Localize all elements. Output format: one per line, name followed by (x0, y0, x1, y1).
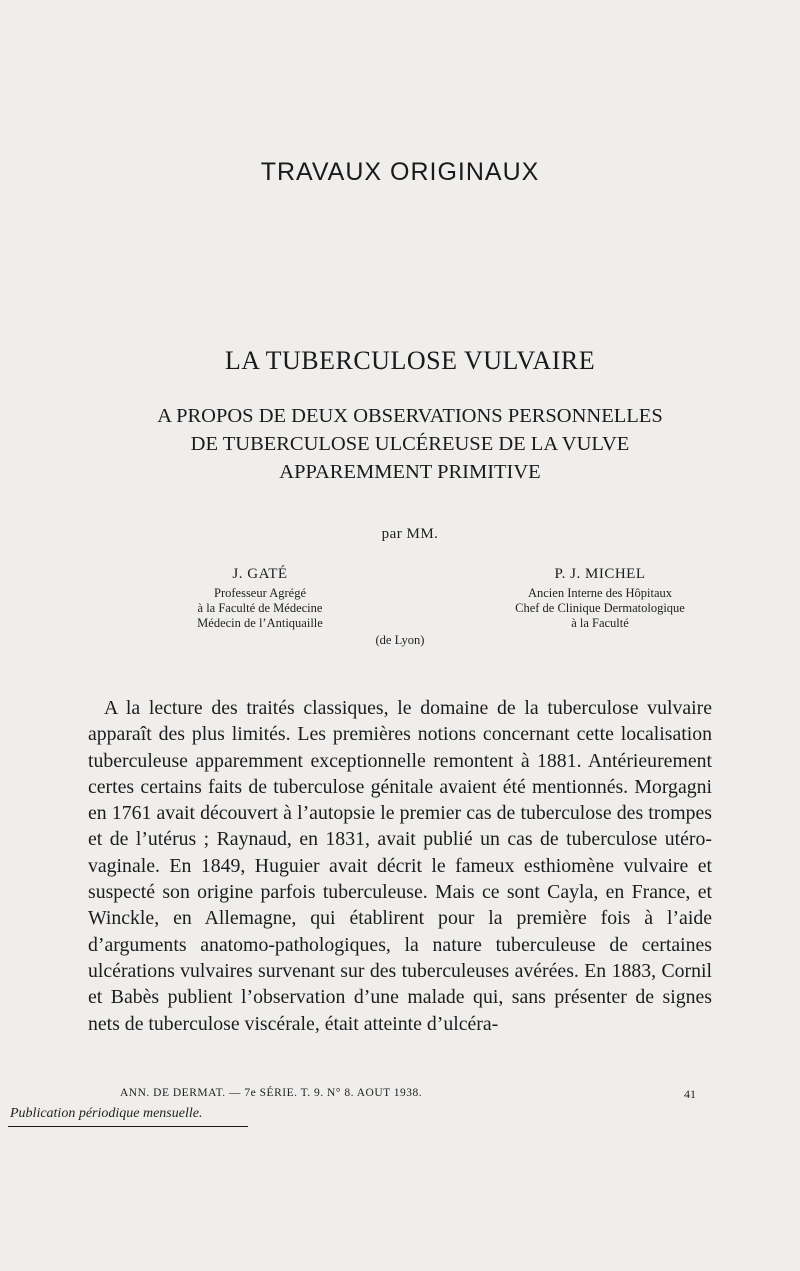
author-name: J. GATÉ (232, 566, 288, 582)
author-title: à la Faculté (571, 616, 629, 630)
page-number: 41 (684, 1087, 696, 1101)
author-gate (140, 567, 380, 631)
author-name: P. J. MICHEL (554, 566, 646, 582)
article-subtitle (90, 402, 730, 486)
author-title: Ancien Interne des Hôpitaux (527, 586, 673, 600)
author-michel (480, 567, 720, 631)
author-title: Médecin de l’Antiquaille (197, 616, 323, 630)
subtitle-line: A PROPOS DE DEUX OBSERVATIONS PERSONNELLES (157, 405, 663, 427)
author-title: Professeur Agrégé (214, 586, 306, 600)
byline: par MM. (381, 526, 439, 542)
article-body (88, 695, 712, 1037)
author-title: à la Faculté de Médecine (197, 601, 323, 615)
footnote-underline (8, 1126, 248, 1127)
author-city: (de Lyon) (375, 633, 425, 647)
subtitle-line: APPAREMMENT PRIMITIVE (279, 461, 541, 483)
section-heading: TRAVAUX ORIGINAUX (260, 158, 540, 186)
article-title: LA TUBERCULOSE VULVAIRE (224, 346, 596, 375)
subtitle-line: DE TUBERCULOSE ULCÉREUSE DE LA VULVE (190, 433, 630, 455)
author-title: Chef de Clinique Dermatologique (515, 601, 685, 615)
journal-reference: ANN. DE DERMAT. — 7e SÉRIE. T. 9. N° 8. AOUT 1938. (120, 1087, 423, 1099)
body-paragraph: A la lecture des traités classiques, le domaine de la tuberculose vulvaire apparaît des plus limités. Les premières notions concernant cette localisation tuberculeuse apparemment exceptionnelle remontent à 1881. Antérieurement certes certains faits de tuberculose génitale avaient été mentionnés. Morgagni en 1761 avait découvert à l’autopsie le premier cas de tuberculose des trompes et de l’utérus ; Raynaud, en 1831, avait publié un cas de tuberculose utéro-vaginale. En 1849, Huguier avait décrit le fameux esthiomène vulvaire et suspecté son origine parfois tuberculeuse. Mais ce sont Cayla, en France, et Winckle, en Allemagne, qui établirent pour la première fois à l’aide d’arguments anatomo-pathologiques, la nature tuberculeuse de certaines ulcérations vulvaires survenant sur des tuberculeuses avérées. En 1883, Cornil et Babès publient l’observation d’une malade qui, sans présenter de signes nets de tuberculose viscérale, était atteinte d’ulcéra- (88, 697, 712, 1035)
publication-note: Publication périodique mensuelle. (10, 1106, 203, 1121)
